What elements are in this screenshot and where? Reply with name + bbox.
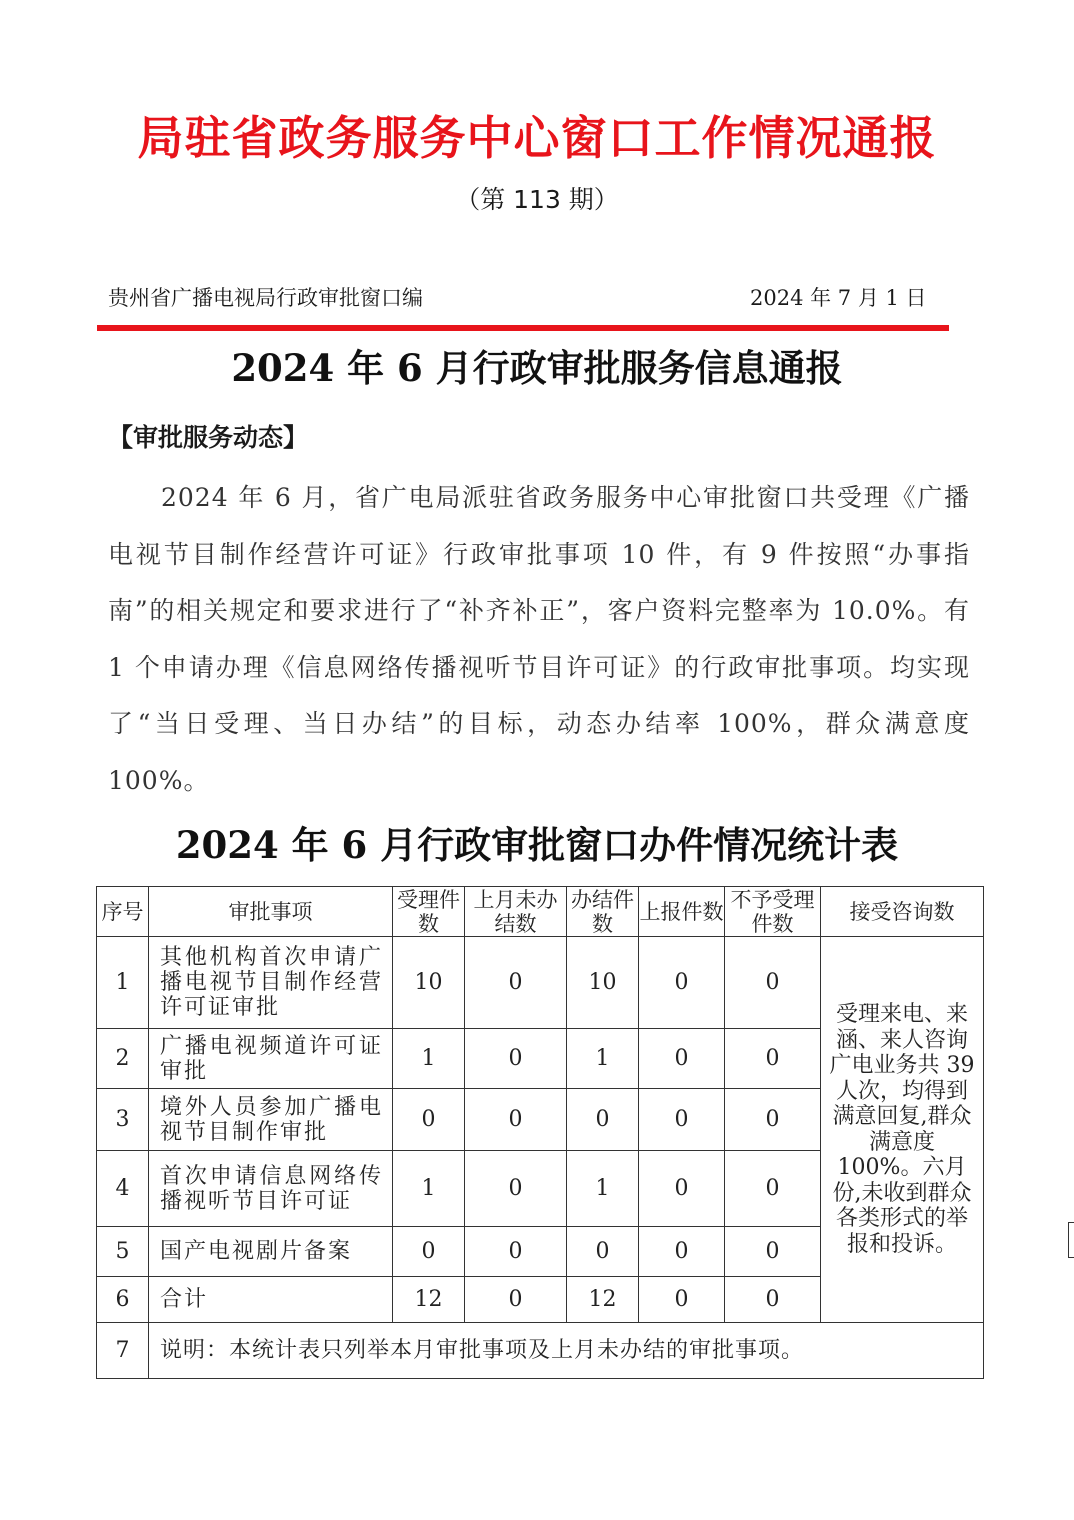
row-number: 1 [97, 937, 149, 1029]
accepted-count: 0 [393, 1227, 465, 1277]
row-number: 6 [97, 1277, 149, 1323]
rejected-count: 0 [725, 1277, 821, 1323]
reported-count: 0 [639, 1029, 725, 1089]
done-count: 0 [567, 1089, 639, 1151]
editor-line: 贵州省广播电视局行政审批窗口编 [108, 286, 423, 310]
header-cell: 审批事项 [149, 887, 393, 937]
pending-count: 0 [465, 1151, 567, 1227]
header-cell: 接受咨询数 [821, 887, 984, 937]
pending-count: 0 [465, 1277, 567, 1323]
pending-count: 0 [465, 937, 567, 1029]
accepted-count: 10 [393, 937, 465, 1029]
row-number: 3 [97, 1089, 149, 1151]
document-title: 局驻省政务服务中心窗口工作情况通报 [137, 111, 937, 165]
main-title: 2024 年 6 月行政审批服务信息通报 [231, 346, 843, 390]
red-divider [97, 325, 949, 331]
approval-item: 首次申请信息网络传播视听节目许可证 [149, 1151, 393, 1227]
row-number: 4 [97, 1151, 149, 1227]
approval-item: 境外人员参加广播电视节目制作审批 [149, 1089, 393, 1151]
approval-item: 合计 [149, 1277, 393, 1323]
rejected-count: 0 [725, 937, 821, 1029]
accepted-count: 12 [393, 1277, 465, 1323]
issue-number: （第 113 期） [455, 185, 619, 214]
done-count: 0 [567, 1227, 639, 1277]
header-cell: 办结件数 [567, 887, 639, 937]
accepted-count: 0 [393, 1089, 465, 1151]
header-cell: 序号 [97, 887, 149, 937]
reported-count: 0 [639, 1227, 725, 1277]
section-label: 【审批服务动态】 [108, 423, 309, 452]
header-cell: 受理件数 [393, 887, 465, 937]
pending-count: 0 [465, 1029, 567, 1089]
rejected-count: 0 [725, 1029, 821, 1089]
page-edge-mark [1068, 1222, 1074, 1258]
row-number: 7 [97, 1323, 149, 1379]
statistics-table [96, 886, 984, 1379]
pending-count: 0 [465, 1227, 567, 1277]
body-paragraph: 2024 年 6 月，省广电局派驻省政务服务中心审批窗口共受理《广播电视节目制作经营许可证》行政审批事项 10 件，有 9 件按照“办事指南”的相关规定和要求进行了“补齐补正”，客户资料完整率为 10.0%。有 1 个申请办理《信息网络传播视听节目许可证》的行政审批事项。均实现了“当日受理、当日办结”的目标，动态办结率 100%，群众满意度 100%。 [108, 483, 970, 795]
rejected-count: 0 [725, 1089, 821, 1151]
consult-note: 受理来电、来涵、来人咨询广电业务共 39 人次，均得到满意回复,群众满意度 100%。六月份,未收到群众各类形式的举报和投诉。 [821, 937, 984, 1323]
remark-row [97, 1323, 984, 1379]
reported-count: 0 [639, 1151, 725, 1227]
accepted-count: 1 [393, 1029, 465, 1089]
reported-count: 0 [639, 937, 725, 1029]
reported-count: 0 [639, 1277, 725, 1323]
header-cell: 上月未办结数 [465, 887, 567, 937]
reported-count: 0 [639, 1089, 725, 1151]
table-row [97, 937, 984, 1029]
header-cell: 上报件数 [639, 887, 725, 937]
table-header-row [97, 887, 984, 937]
approval-item: 广播电视频道许可证审批 [149, 1029, 393, 1089]
pending-count: 0 [465, 1089, 567, 1151]
rejected-count: 0 [725, 1151, 821, 1227]
rejected-count: 0 [725, 1227, 821, 1277]
row-number: 2 [97, 1029, 149, 1089]
done-count: 1 [567, 1029, 639, 1089]
done-count: 10 [567, 937, 639, 1029]
table-remark: 说明：本统计表只列举本月审批事项及上月未办结的审批事项。 [149, 1323, 984, 1379]
header-cell: 不予受理件数 [725, 887, 821, 937]
accepted-count: 1 [393, 1151, 465, 1227]
publish-date: 2024 年 7 月 1 日 [750, 286, 927, 310]
table-title: 2024 年 6 月行政审批窗口办件情况统计表 [175, 823, 899, 867]
done-count: 1 [567, 1151, 639, 1227]
row-number: 5 [97, 1227, 149, 1277]
approval-item: 其他机构首次申请广播电视节目制作经营许可证审批 [149, 937, 393, 1029]
approval-item: 国产电视剧片备案 [149, 1227, 393, 1277]
done-count: 12 [567, 1277, 639, 1323]
